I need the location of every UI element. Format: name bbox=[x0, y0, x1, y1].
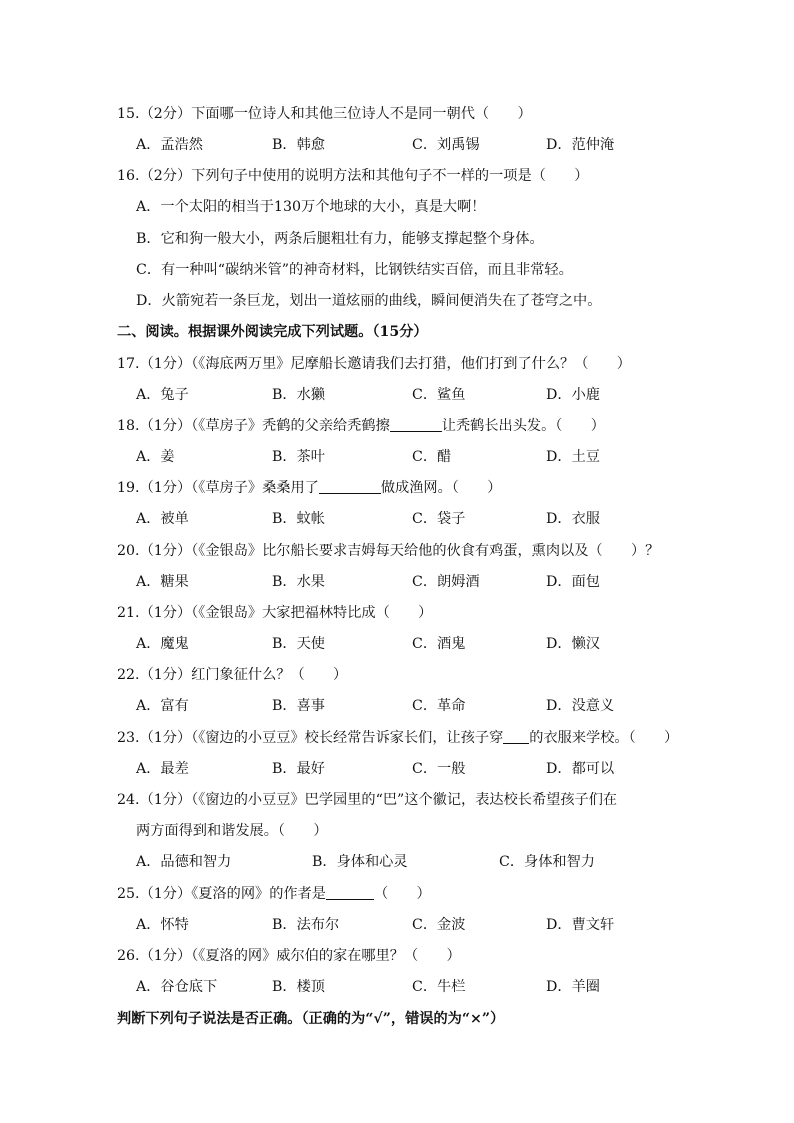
question-stem: （1分）（《窗边的小豆豆》巴学园里的“巴”这个徽记，表达校长希望孩子们在 bbox=[139, 792, 618, 808]
option-b[interactable]: B．喜事 bbox=[272, 698, 325, 714]
section-title-reading: 二、阅读。根据课外阅读完成下列试题。（15分） bbox=[117, 324, 428, 340]
option-a[interactable]: A．怀特 bbox=[136, 917, 189, 933]
option-b[interactable]: B．茶叶 bbox=[272, 449, 325, 465]
option-a[interactable]: A．富有 bbox=[136, 698, 189, 714]
question-number: 18. bbox=[117, 418, 140, 434]
question-stem: （1分）（《海底两万里》尼摩船长邀请我们去打猎，他们打到了什么？（ ） bbox=[139, 356, 631, 372]
question-number: 21. bbox=[117, 605, 140, 621]
question-stem: （1分）（《金银岛》大家把福林特比成（ ） bbox=[139, 605, 433, 621]
question-21 bbox=[117, 602, 432, 622]
question-number: 20. bbox=[117, 543, 140, 559]
option-a[interactable]: A．品德和智力 bbox=[136, 854, 232, 870]
option-d[interactable]: D．没意义 bbox=[546, 698, 615, 714]
option-a[interactable]: A．谷仓底下 bbox=[136, 979, 218, 995]
options-23 bbox=[136, 758, 756, 778]
options-20 bbox=[136, 571, 756, 591]
option-c[interactable]: C．牛栏 bbox=[412, 979, 466, 995]
question-23 bbox=[117, 727, 678, 747]
option-a[interactable]: A．一个太阳的相当于130万个地球的大小，真是大啊！ bbox=[136, 199, 486, 215]
option-b[interactable]: B．韩愈 bbox=[272, 137, 325, 153]
options-15 bbox=[136, 134, 756, 154]
option-b[interactable]: B．水果 bbox=[272, 574, 325, 590]
question-number: 24. bbox=[117, 792, 140, 808]
question-stem: （1分）红门象征什么？（ ） bbox=[139, 667, 348, 683]
option-d[interactable]: D．曹文轩 bbox=[546, 917, 615, 933]
option-d[interactable]: D．面包 bbox=[546, 574, 600, 590]
options-22 bbox=[136, 695, 756, 715]
question-17 bbox=[117, 353, 631, 373]
question-stem-end: 的衣服来学校。（ ） bbox=[529, 730, 679, 746]
option-a[interactable]: A．魔鬼 bbox=[136, 636, 189, 652]
option-d[interactable]: D．范仲淹 bbox=[546, 137, 615, 153]
option-a[interactable]: A．孟浩然 bbox=[136, 137, 203, 153]
answer-blank[interactable] bbox=[390, 417, 442, 432]
option-c[interactable]: C．刘禹锡 bbox=[412, 137, 480, 153]
question-26 bbox=[117, 945, 461, 965]
question-15 bbox=[117, 103, 532, 123]
option-a[interactable]: A．兔子 bbox=[136, 387, 189, 403]
question-number: 22. bbox=[117, 667, 140, 683]
option-a[interactable]: A．糖果 bbox=[136, 574, 189, 590]
options-18 bbox=[136, 446, 756, 466]
question-24 bbox=[117, 789, 617, 809]
options-24 bbox=[136, 851, 756, 871]
option-b[interactable]: B．身体和心灵 bbox=[312, 854, 408, 870]
question-stem: （1分）（《草房子》秃鹤的父亲给秃鹤擦 bbox=[139, 418, 390, 434]
option-b[interactable]: B．它和狗一般大小，两条后腿粗壮有力，能够支撑起整个身体。 bbox=[136, 231, 544, 247]
question-stem: （1分）（《窗边的小豆豆》校长经常告诉家长们，让孩子穿 bbox=[139, 730, 504, 746]
question-stem-end: 做成渔网。（ ） bbox=[380, 480, 502, 496]
option-a[interactable]: A．被单 bbox=[136, 511, 189, 527]
question-stem: （2分）下列句子中使用的说明方法和其他句子不一样的一项是（ ） bbox=[139, 168, 589, 184]
option-d[interactable]: D．火箭宛若一条巨龙，划出一道炫丽的曲线，瞬间便消失在了苍穹之中。 bbox=[136, 293, 602, 309]
answer-blank[interactable] bbox=[319, 479, 381, 494]
question-stem: （2分）下面哪一位诗人和其他三位诗人不是同一朝代（ ） bbox=[139, 106, 532, 122]
answer-blank[interactable] bbox=[326, 885, 374, 900]
option-c[interactable]: C．身体和智力 bbox=[499, 854, 595, 870]
question-22 bbox=[117, 664, 347, 684]
option-d[interactable]: D．衣服 bbox=[546, 511, 600, 527]
option-c[interactable]: C．有一种叫“碳纳米管”的神奇材料，比钢铁结实百倍，而且非常轻。 bbox=[136, 262, 573, 278]
question-number: 17. bbox=[117, 356, 140, 372]
option-b[interactable]: B．天使 bbox=[272, 636, 325, 652]
question-number: 26. bbox=[117, 948, 140, 964]
options-19 bbox=[136, 508, 756, 528]
options-17 bbox=[136, 384, 756, 404]
option-a[interactable]: A．姜 bbox=[136, 449, 175, 465]
option-c[interactable]: C．朗姆酒 bbox=[412, 574, 480, 590]
question-16 bbox=[117, 165, 588, 185]
option-a[interactable]: A．最差 bbox=[136, 761, 189, 777]
option-c[interactable]: C．鲨鱼 bbox=[412, 387, 466, 403]
question-20 bbox=[117, 540, 659, 560]
question-18 bbox=[117, 415, 605, 435]
option-c[interactable]: C．一般 bbox=[412, 761, 466, 777]
option-c[interactable]: C．袋子 bbox=[412, 511, 466, 527]
options-25 bbox=[136, 914, 756, 934]
option-b[interactable]: B．最好 bbox=[272, 761, 325, 777]
option-c[interactable]: C．金波 bbox=[412, 917, 466, 933]
question-number: 16. bbox=[117, 168, 140, 184]
question-19 bbox=[117, 477, 501, 497]
question-stem: （1分）《夏洛的网》的作者是 bbox=[139, 886, 326, 902]
question-stem-continued: 两方面得到和谐发展。（ ） bbox=[136, 823, 328, 839]
option-d[interactable]: D．都可以 bbox=[546, 761, 615, 777]
option-c[interactable]: C．革命 bbox=[412, 698, 466, 714]
option-d[interactable]: D．羊圈 bbox=[546, 979, 600, 995]
option-c[interactable]: C．醋 bbox=[412, 449, 452, 465]
option-b[interactable]: B．蚊帐 bbox=[272, 511, 325, 527]
question-stem-end: 让秃鹤长出头发。（ ） bbox=[441, 418, 605, 434]
question-number: 25. bbox=[117, 886, 140, 902]
option-d[interactable]: D．小鹿 bbox=[546, 387, 600, 403]
options-21 bbox=[136, 633, 756, 653]
option-d[interactable]: D．懒汉 bbox=[546, 636, 600, 652]
section-title-judge: 判断下列句子说法是否正确。（正确的为“√”，错误的为“×”） bbox=[117, 1011, 505, 1027]
question-stem: （1分）（《金银岛》比尔船长要求吉姆每天给他的伙食有鸡蛋，熏肉以及（ ）？ bbox=[139, 543, 660, 559]
question-stem-end: （ ） bbox=[373, 886, 431, 902]
option-c[interactable]: C．酒鬼 bbox=[412, 636, 466, 652]
question-number: 23. bbox=[117, 730, 140, 746]
question-number: 15. bbox=[117, 106, 140, 122]
option-b[interactable]: B．楼顶 bbox=[272, 979, 325, 995]
question-stem: （1分）（《夏洛的网》威尔伯的家在哪里？（ ） bbox=[139, 948, 461, 964]
option-d[interactable]: D．土豆 bbox=[546, 449, 600, 465]
option-b[interactable]: B．法布尔 bbox=[272, 917, 340, 933]
options-26 bbox=[136, 976, 756, 996]
question-25 bbox=[117, 883, 431, 903]
question-number: 19. bbox=[117, 480, 140, 496]
option-b[interactable]: B．水獭 bbox=[272, 387, 325, 403]
question-stem: （1分）（《草房子》桑桑用了 bbox=[139, 480, 319, 496]
answer-blank[interactable] bbox=[503, 729, 529, 744]
